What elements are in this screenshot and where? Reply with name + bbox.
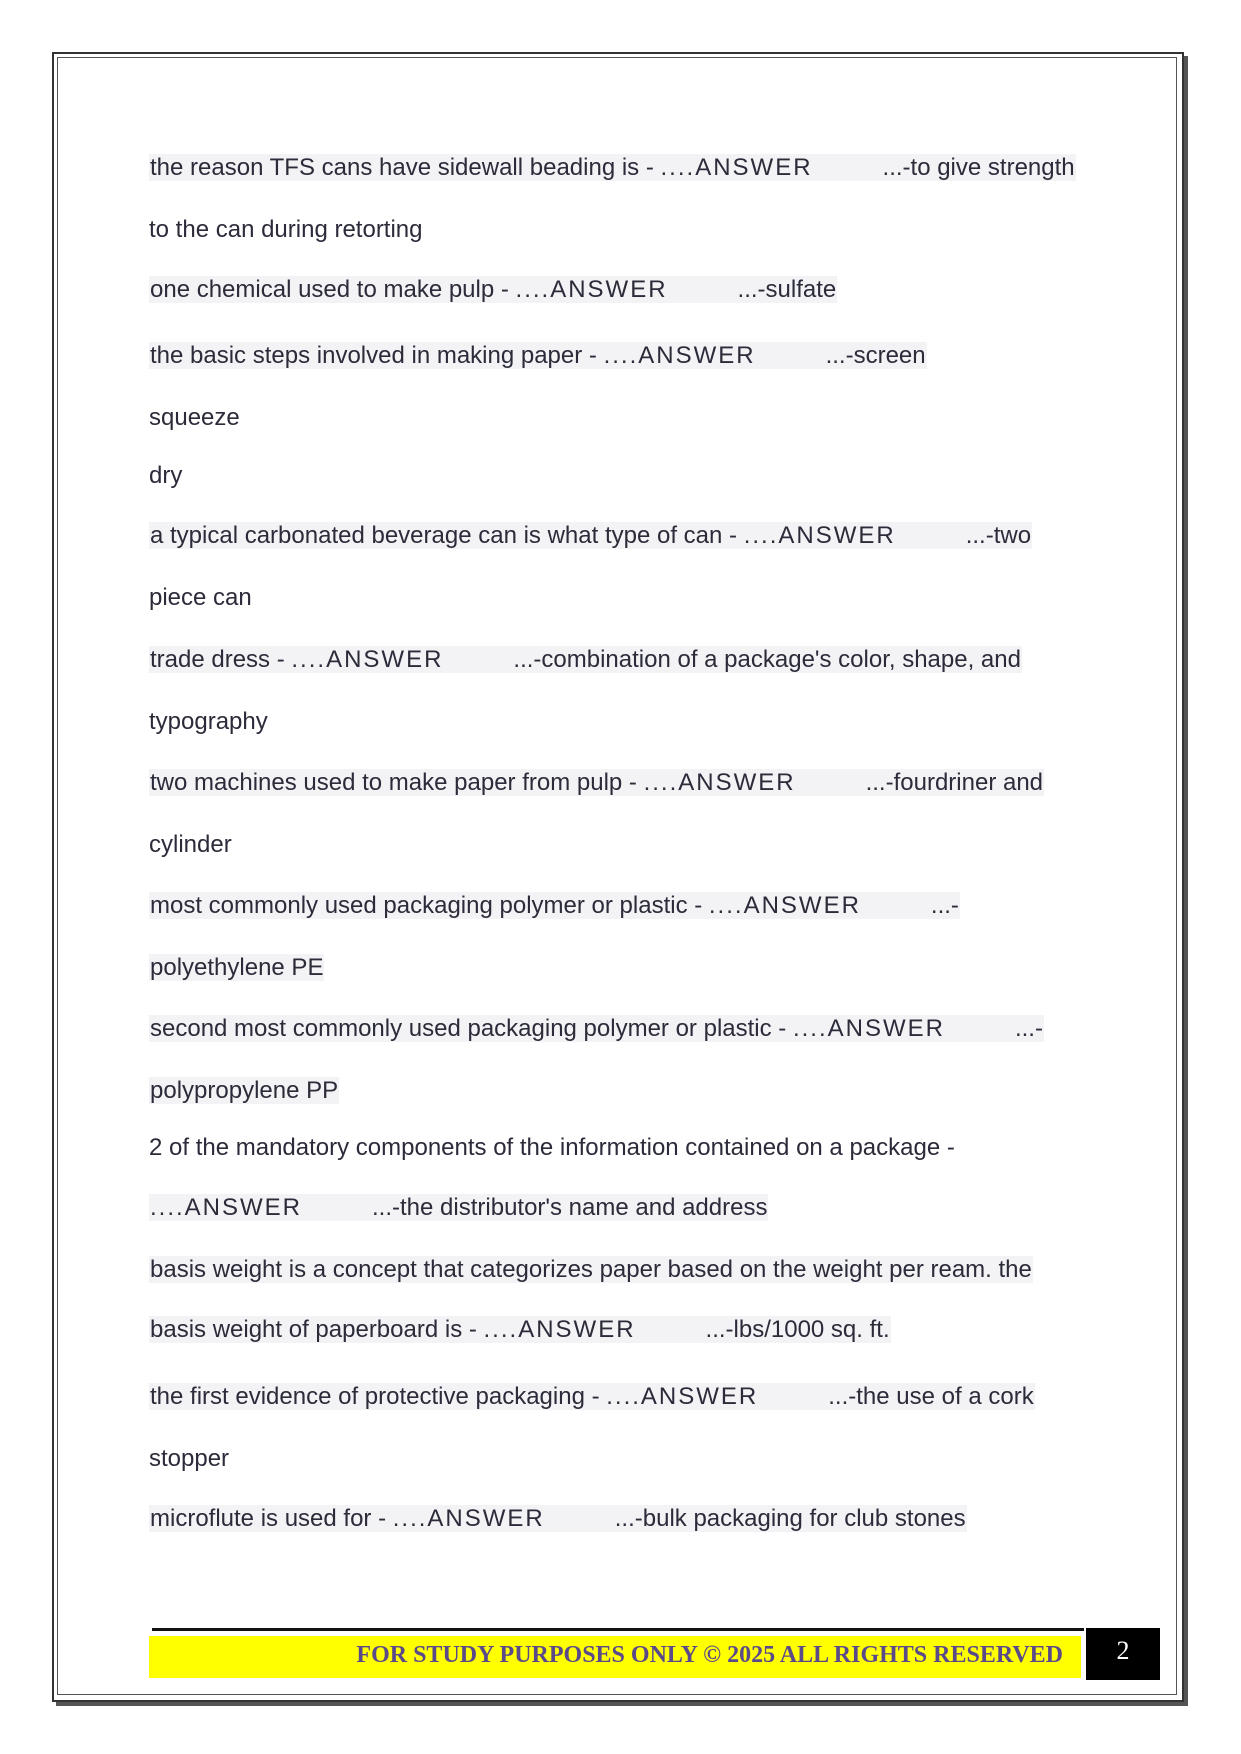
footer-rule <box>152 1628 1084 1631</box>
question-text: 2 of the mandatory components of the information contained on a package - <box>149 1134 955 1161</box>
question-text: one chemical used to make pulp - <box>150 276 516 303</box>
footer-copyright: FOR STUDY PURPOSES ONLY © 2025 ALL RIGHTS RESERVED <box>356 1642 1063 1668</box>
answer-marker: ....ANSWER <box>291 646 444 673</box>
answer-text: ...-two <box>965 522 1032 549</box>
answer-text: ...-the distributor's name and address <box>372 1194 768 1221</box>
question-text: the reason TFS cans have sidewall beading is - <box>150 154 661 181</box>
question-text: basis weight of paperboard is - <box>150 1316 484 1343</box>
text-line <box>149 952 324 984</box>
page-number: 2 <box>1086 1628 1160 1680</box>
text-line <box>149 460 182 492</box>
qa-line <box>149 890 960 922</box>
answer-marker: ....ANSWER <box>743 522 896 549</box>
qa-line <box>149 340 927 372</box>
question-text: the first evidence of protective packaging - <box>150 1383 607 1410</box>
continuation-text: to the can during retorting <box>149 216 423 243</box>
answer-marker: ....ANSWER <box>606 1383 759 1410</box>
continuation-text: cylinder <box>149 831 232 858</box>
continuation-text: piece can <box>149 584 252 611</box>
qa-line <box>149 767 1044 799</box>
question-text: microflute is used for - <box>150 1505 393 1532</box>
answer-text: ...- <box>1014 1015 1043 1042</box>
question-text: two machines used to make paper from pulp - <box>150 769 644 796</box>
text-line <box>149 1075 339 1107</box>
qa-line <box>149 274 837 306</box>
qa-line <box>149 152 1076 184</box>
text-line <box>149 402 240 434</box>
qa-line <box>149 644 1022 676</box>
answer-marker: ....ANSWER <box>603 342 756 369</box>
continuation-text: polypropylene PP <box>150 1077 339 1104</box>
continuation-text: stopper <box>149 1445 230 1472</box>
continuation-text: squeeze <box>149 404 240 431</box>
continuation-text: polyethylene PE <box>150 954 324 981</box>
text-line <box>149 706 268 738</box>
text-line <box>149 582 252 614</box>
question-text: the basic steps involved in making paper - <box>150 342 604 369</box>
answer-marker: ....ANSWER <box>643 769 796 796</box>
text-line <box>149 829 232 861</box>
qa-line <box>149 520 1032 552</box>
text-line <box>149 1254 1033 1286</box>
qa-line <box>149 1381 1035 1413</box>
text-line <box>149 1443 229 1475</box>
continuation-text: typography <box>149 708 268 735</box>
answer-marker: ....ANSWER <box>515 276 668 303</box>
answer-text: ...-to give strength <box>882 154 1075 181</box>
text-line <box>149 214 423 246</box>
answer-marker: ....ANSWER <box>660 154 813 181</box>
question-text: trade dress - <box>150 646 292 673</box>
answer-text: ...-the use of a cork <box>828 1383 1034 1410</box>
answer-text: ...-fourdriner and <box>865 769 1044 796</box>
answer-marker: ....ANSWER <box>792 1015 945 1042</box>
answer-marker: ....ANSWER <box>483 1316 636 1343</box>
qa-line <box>149 1314 891 1346</box>
answer-marker: ....ANSWER <box>708 892 861 919</box>
continuation-text: dry <box>149 462 183 489</box>
footer-banner <box>149 1636 1081 1678</box>
question-text: basis weight is a concept that categorizes paper based on the weight per ream. the <box>150 1256 1032 1283</box>
qa-line <box>149 1192 768 1224</box>
answer-text: ...-combination of a package's color, shape, and <box>513 646 1021 673</box>
question-text: most commonly used packaging polymer or plastic - <box>150 892 709 919</box>
qa-line <box>149 1013 1044 1045</box>
text-line <box>149 1132 955 1164</box>
answer-marker: ....ANSWER <box>392 1505 545 1532</box>
answer-text: ...-screen <box>825 342 926 369</box>
answer-text: ...-bulk packaging for club stones <box>614 1505 966 1532</box>
question-text: a typical carbonated beverage can is what type of can - <box>150 522 744 549</box>
answer-text: ...-sulfate <box>737 276 837 303</box>
answer-text: ...- <box>930 892 959 919</box>
answer-text: ...-lbs/1000 sq. ft. <box>705 1316 890 1343</box>
answer-marker: ....ANSWER <box>150 1194 303 1221</box>
question-text: second most commonly used packaging polymer or plastic - <box>150 1015 793 1042</box>
qa-line <box>149 1503 967 1535</box>
